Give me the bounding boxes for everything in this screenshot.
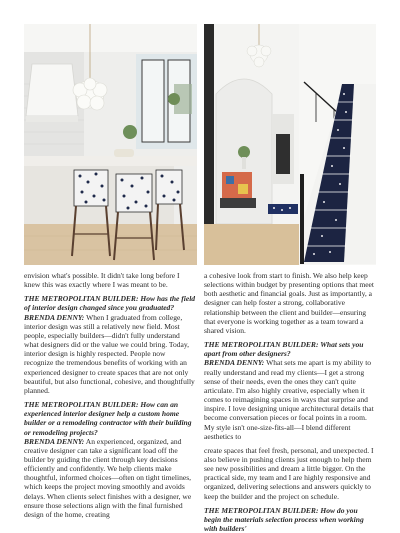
left-paragraph-1: envision what's possible. It didn't take long before I knew this was exactly where I was meant to be. xyxy=(24,271,180,290)
right-paragraph-2: create spaces that feel fresh, personal, and unexpected. I also believe in pushing clients just enough to help them see new possibilities and dream a little bigger. On the practical side, my team and I are highly responsive and organized, delivering selections and answers quickly to keep the builder and the project on schedule. xyxy=(204,445,374,501)
right-paragraph-1: a cohesive look from start to finish. We also help keep selections within budget by presenting options that meet both aesthetic and financial goals. Just as importantly, a designer can help foster a strong, collaborative relationship between the client and builder—ensuring that everyone is working together as a team toward a shared vision. xyxy=(204,271,374,335)
right-answer-1 xyxy=(204,358,376,440)
kitchen-photo-graphic xyxy=(24,24,197,265)
staircase-photo-graphic xyxy=(204,24,376,265)
left-answer-2-speaker: BRENDA DENNY: xyxy=(24,436,85,446)
left-answer-1-speaker: BRENDA DENNY: xyxy=(24,312,85,322)
right-question-1: THE METROPOLITAN BUILDER: What sets you apart from other designers? xyxy=(204,340,364,359)
right-answer-1-text: What sets me apart is my ability to really understand and read my clients—I get a strong sense of their needs, even the ones they can't quite articulate. I'm also highly creative, especially when it comes to reimagining spaces in ways that surprise and inspire. I love designing unique architectural details that become conversation pieces or focal points in a room. My style isn't one-size-fits-all—I blend different aesthetics to xyxy=(204,358,374,441)
left-answer-2 xyxy=(24,437,196,519)
left-answer-1-text: When I graduated from college, interior design was still a relatively new field. Most people, especially builders—didn't fully understand what designers did or the value we could bring. Today, interior design is highly respected. People now recognize the tremendous benefits of working with an experienced designer to create spaces that are not only beautiful, but also functional, cohesive, and thoughtfully planned. xyxy=(24,312,195,395)
right-text-column xyxy=(204,271,376,533)
right-answer-1-speaker: BRENDA DENNY: xyxy=(204,358,265,368)
left-question-1: THE METROPOLITAN BUILDER: How has the field of interior design changed since you graduated? xyxy=(24,294,196,313)
kitchen-photo xyxy=(24,24,197,265)
left-question-2: THE METROPOLITAN BUILDER: How can an experienced interior designer help a custom home builder or a remodeling contractor with their building or remodeling projects? xyxy=(24,400,192,437)
right-question-2: THE METROPOLITAN BUILDER: How do you begin the materials selection process when working with builders' xyxy=(204,505,364,533)
left-answer-1 xyxy=(24,313,196,395)
staircase-photo xyxy=(204,24,376,265)
left-answer-2-text: An experienced, organized, and creative designer can take a significant load off the builder by guiding the client through key decisions efficiently and confidently. We help clients make thoughtful, informed choices—often on tight timelines, which keeps the project moving smoothly and avoids delays. When clients select finishes with a designer, we ensure those selections align with the final furnished design of the home, creating xyxy=(24,436,192,519)
left-text-column xyxy=(24,271,196,519)
